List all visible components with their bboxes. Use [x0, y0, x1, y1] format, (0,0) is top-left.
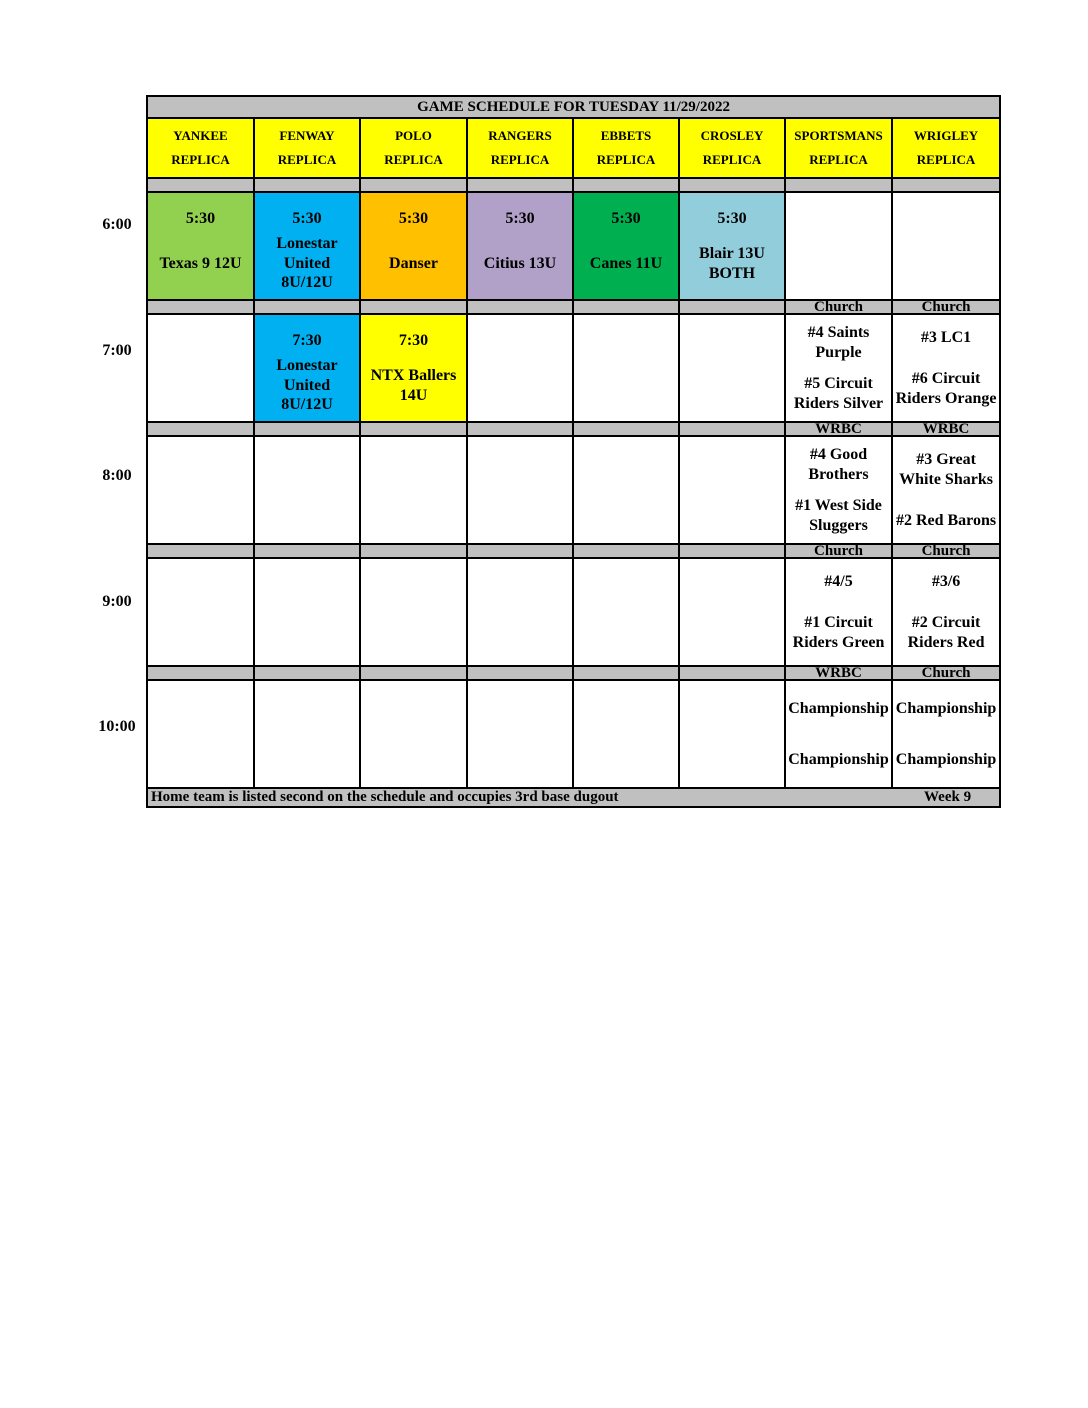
separator-cell — [679, 178, 785, 192]
separator-cell — [573, 300, 679, 314]
game-cell — [467, 192, 573, 300]
separator-cell — [254, 178, 360, 192]
matchup-cell — [892, 558, 1000, 666]
separator-cell — [147, 178, 254, 192]
empty-cell — [467, 436, 573, 544]
matchup-cell — [785, 680, 892, 788]
slot-row-10 — [147, 680, 1000, 788]
footer-cell — [147, 788, 1000, 807]
game-time: 5:30 — [185, 210, 216, 227]
footer-week: Week 9 — [924, 789, 972, 805]
separator-cell — [360, 666, 467, 680]
separator-row — [147, 422, 1000, 436]
game-cell — [147, 192, 254, 300]
schedule-table — [146, 95, 1001, 808]
separator-cell — [467, 666, 573, 680]
game-team: Lonestar United 8U/12U — [276, 357, 338, 414]
separator-cell — [573, 544, 679, 558]
empty-cell — [147, 680, 254, 788]
field-header-row — [147, 118, 1000, 178]
field-sub: REPLICA — [809, 152, 868, 167]
separator-row — [147, 300, 1000, 314]
slot-row-7 — [147, 314, 1000, 422]
game-time: 5:30 — [611, 210, 641, 227]
empty-cell — [360, 680, 467, 788]
separator-cell — [679, 300, 785, 314]
field-header — [254, 118, 360, 178]
field-sub: REPLICA — [171, 152, 230, 167]
field-name: CROSLEY — [700, 128, 764, 143]
separator-cell — [679, 666, 785, 680]
separator-cell — [360, 422, 467, 436]
separator-cell — [892, 178, 1000, 192]
field-sub: REPLICA — [596, 152, 656, 167]
field-header — [892, 118, 1000, 178]
matchup-home: #1 West Side Sluggers — [795, 496, 882, 534]
field-name: POLO — [395, 128, 432, 143]
empty-cell — [679, 436, 785, 544]
field-header — [360, 118, 467, 178]
matchup-home: Championship — [895, 750, 997, 768]
matchup-visitor: #3/6 — [931, 572, 961, 590]
empty-cell — [679, 314, 785, 422]
time-label-8: 8:00 — [102, 467, 132, 484]
separator-cell: WRBC — [785, 422, 892, 436]
separator-cell — [785, 178, 892, 192]
field-sub: REPLICA — [277, 152, 337, 167]
matchup-home: #5 Circuit Riders Silver — [793, 374, 884, 412]
empty-cell — [679, 680, 785, 788]
empty-cell — [254, 436, 360, 544]
matchup-cell — [785, 314, 892, 422]
field-sub: REPLICA — [490, 152, 550, 167]
game-time: 5:30 — [398, 210, 429, 227]
matchup-home: #1 Circuit Riders Green — [792, 613, 885, 651]
field-name: RANGERS — [488, 128, 552, 143]
game-team: Citius 13U — [483, 254, 557, 272]
separator-row — [147, 178, 1000, 192]
separator-cell: Church — [785, 300, 892, 314]
title-row — [147, 96, 1000, 118]
game-time: 5:30 — [292, 210, 322, 227]
separator-cell — [147, 666, 254, 680]
field-sub: REPLICA — [702, 152, 762, 167]
separator-cell: Church — [785, 544, 892, 558]
empty-cell — [679, 558, 785, 666]
field-name: EBBETS — [600, 128, 652, 143]
game-time: 7:30 — [292, 332, 322, 349]
field-sub: REPLICA — [916, 152, 976, 167]
matchup-visitor: Championship — [895, 699, 997, 717]
field-header — [785, 118, 892, 178]
game-team: Danser — [389, 254, 438, 272]
separator-cell — [147, 544, 254, 558]
game-cell — [573, 192, 679, 300]
matchup-home: Championship — [788, 750, 889, 768]
game-team: Blair 13U BOTH — [699, 245, 765, 282]
separator-cell — [573, 178, 679, 192]
separator-row — [147, 544, 1000, 558]
separator-cell: WRBC — [785, 666, 892, 680]
time-label-9: 9:00 — [102, 593, 132, 610]
empty-cell — [467, 314, 573, 422]
matchup-home: #2 Circuit Riders Red — [907, 613, 985, 651]
empty-cell — [254, 680, 360, 788]
field-header — [679, 118, 785, 178]
field-name: WRIGLEY — [913, 128, 979, 143]
footer-row — [147, 788, 1000, 807]
separator-cell — [147, 422, 254, 436]
separator-cell — [679, 422, 785, 436]
game-time: 7:30 — [398, 332, 429, 349]
footer-note: Home team is listed second on the schedule and occupies 3rd base dugout — [151, 789, 619, 805]
game-cell — [360, 192, 467, 300]
matchup-cell — [785, 436, 892, 544]
empty-cell — [573, 436, 679, 544]
separator-row — [147, 666, 1000, 680]
empty-cell — [360, 558, 467, 666]
time-label-7: 7:00 — [102, 342, 132, 359]
separator-cell — [467, 422, 573, 436]
matchup-visitor: #4/5 — [824, 572, 853, 590]
game-team: NTX Ballers 14U — [370, 367, 457, 404]
empty-cell — [147, 436, 254, 544]
field-sub: REPLICA — [384, 152, 443, 167]
matchup-cell — [785, 558, 892, 666]
game-cell — [254, 192, 360, 300]
matchup-home: #6 Circuit Riders Orange — [895, 369, 997, 407]
empty-cell — [573, 680, 679, 788]
field-header — [573, 118, 679, 178]
empty-cell — [360, 436, 467, 544]
schedule-title: GAME SCHEDULE FOR TUESDAY 11/29/2022 — [147, 96, 1000, 118]
field-header — [467, 118, 573, 178]
field-name: YANKEE — [173, 128, 228, 143]
separator-cell — [573, 666, 679, 680]
matchup-visitor: #4 Good Brothers — [808, 445, 869, 483]
empty-cell — [785, 192, 892, 300]
separator-cell — [467, 544, 573, 558]
game-time: 5:30 — [717, 210, 747, 227]
empty-cell — [254, 558, 360, 666]
game-cell — [254, 314, 360, 422]
separator-cell — [254, 300, 360, 314]
separator-cell — [573, 422, 679, 436]
empty-cell — [573, 558, 679, 666]
matchup-cell — [892, 436, 1000, 544]
separator-cell — [679, 544, 785, 558]
empty-cell — [467, 558, 573, 666]
game-cell — [679, 192, 785, 300]
field-name: SPORTSMANS — [794, 128, 883, 143]
empty-cell — [467, 680, 573, 788]
matchup-home: #2 Red Barons — [895, 511, 997, 529]
slot-row-9 — [147, 558, 1000, 666]
game-team: Lonestar United 8U/12U — [276, 235, 338, 292]
field-header — [147, 118, 254, 178]
slot-row-6 — [147, 192, 1000, 300]
separator-cell — [467, 178, 573, 192]
game-cell — [360, 314, 467, 422]
matchup-cell — [892, 680, 1000, 788]
matchup-visitor: #3 Great White Sharks — [899, 450, 993, 488]
empty-cell — [573, 314, 679, 422]
separator-cell — [360, 178, 467, 192]
matchup-visitor: #3 LC1 — [920, 328, 972, 346]
matchup-visitor: #4 Saints Purple — [807, 323, 870, 361]
matchup-visitor: Championship — [788, 699, 889, 717]
separator-cell: Church — [892, 666, 1000, 680]
time-label-10: 10:00 — [98, 718, 136, 735]
separator-cell — [254, 544, 360, 558]
game-time: 5:30 — [505, 210, 535, 227]
empty-cell — [147, 314, 254, 422]
separator-cell — [254, 666, 360, 680]
slot-row-8 — [147, 436, 1000, 544]
field-name: FENWAY — [279, 128, 335, 143]
separator-cell — [360, 300, 467, 314]
separator-cell — [360, 544, 467, 558]
separator-cell: WRBC — [892, 422, 1000, 436]
empty-cell — [147, 558, 254, 666]
matchup-cell — [892, 314, 1000, 422]
separator-cell — [147, 300, 254, 314]
separator-cell: Church — [892, 544, 1000, 558]
empty-cell — [892, 192, 1000, 300]
separator-cell — [467, 300, 573, 314]
game-team: Texas 9 12U — [159, 254, 242, 272]
game-team: Canes 11U — [589, 254, 663, 272]
separator-cell: Church — [892, 300, 1000, 314]
separator-cell — [254, 422, 360, 436]
time-label-6: 6:00 — [102, 216, 132, 233]
